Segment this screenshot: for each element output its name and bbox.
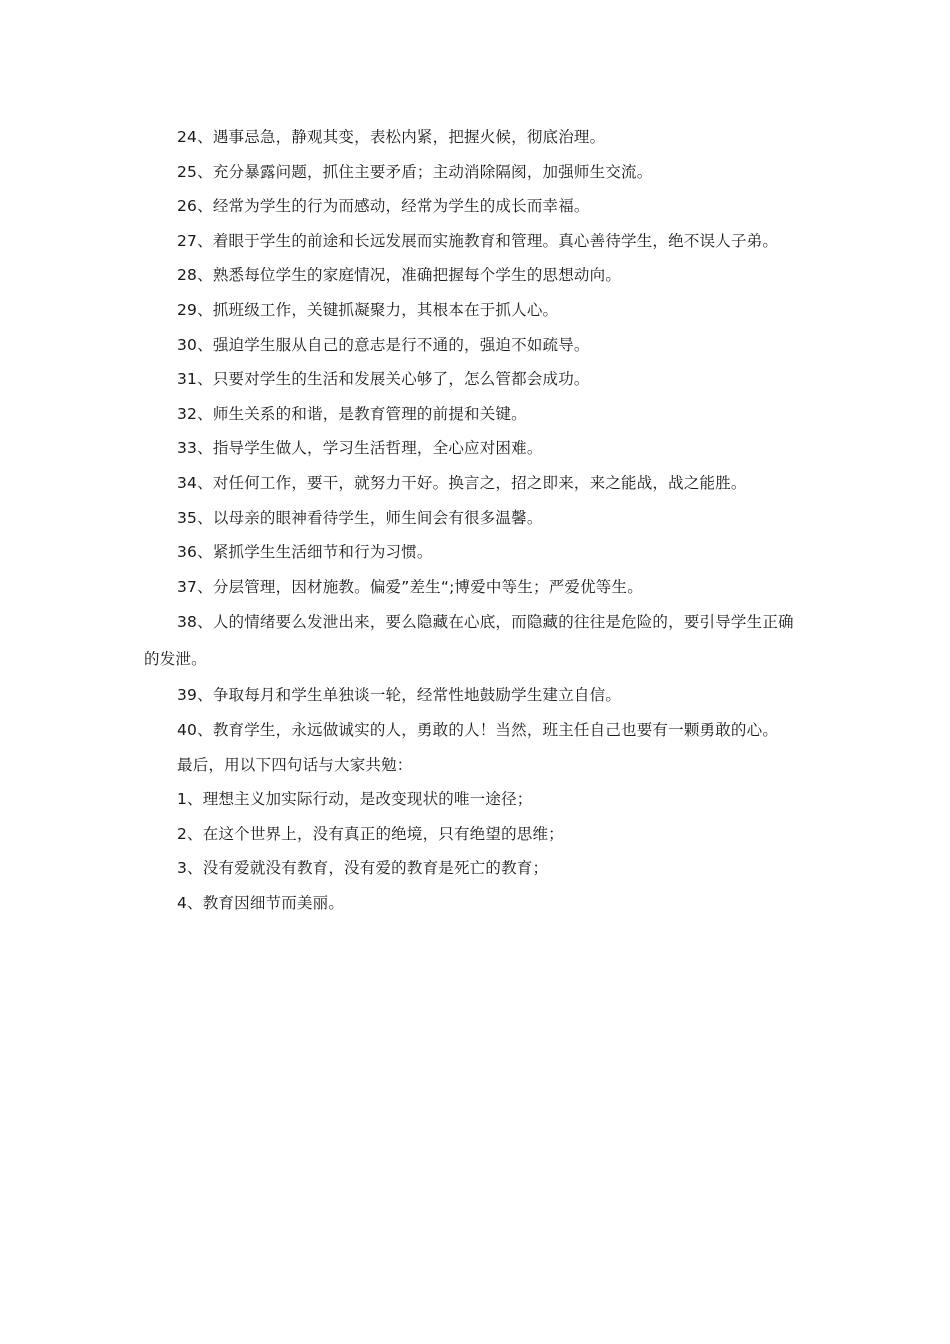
closing-item-1: 1、理想主义加实际行动，是改变现状的唯一途径； — [177, 790, 533, 809]
paragraph-39: 39、争取每月和学生单独谈一轮，经常性地鼓励学生建立自信。 — [177, 686, 622, 705]
paragraph-28: 28、熟悉每位学生的家庭情况，准确把握每个学生的思想动向。 — [177, 266, 622, 285]
paragraph-33: 33、指导学生做人，学习生活哲理，全心应对困难。 — [177, 439, 543, 458]
paragraph-30: 30、强迫学生服从自己的意志是行不通的，强迫不如疏导。 — [177, 335, 590, 354]
paragraph-25: 25、充分暴露问题，抓住主要矛盾；主动消除隔阂，加强师生交流。 — [177, 162, 653, 181]
paragraph-29: 29、抓班级工作，关键抓凝聚力，其根本在于抓人心。 — [177, 300, 559, 319]
paragraph-38: 38、人的情绪要么发泄出来，要么隐藏在心底，而隐藏的往往是危险的，要引导学生正确的发泄。 — [144, 613, 794, 669]
paragraph-27: 27、着眼于学生的前途和长远发展而实施教育和管理。真心善待学生，绝不误人子弟。 — [177, 231, 779, 250]
paragraph-24: 24、遇事忌急，静观其变，表松内紧，把握火候，彻底治理。 — [177, 128, 606, 146]
paragraph-26: 26、经常为学生的行为而感动，经常为学生的成长而幸福。 — [177, 197, 590, 216]
paragraph-34: 34、对任何工作，要干，就努力干好。换言之，招之即来，来之能战，战之能胜。 — [177, 473, 747, 492]
paragraph-36: 36、紧抓学生生活细节和行为习惯。 — [177, 543, 433, 562]
closing-intro: 最后，用以下四句话与大家共勉： — [177, 755, 413, 774]
closing-item-3: 3、没有爱就没有教育，没有爱的教育是死亡的教育； — [177, 859, 549, 878]
paragraph-37: 37、分层管理，因材施教。偏爱”差生“;博爱中等生；严爱优等生。 — [177, 577, 643, 596]
paragraph-40: 40、教育学生，永远做诚实的人，勇敢的人！当然，班主任自己也要有一颗勇敢的心。 — [177, 720, 779, 739]
paragraph-32: 32、师生关系的和谐，是教育管理的前提和关键。 — [177, 404, 527, 423]
closing-item-4: 4、教育因细节而美丽。 — [177, 893, 345, 912]
paragraph-31: 31、只要对学生的生活和发展关心够了，怎么管都会成功。 — [177, 370, 590, 389]
document-body — [144, 120, 809, 920]
paragraph-35: 35、以母亲的眼神看待学生，师生间会有很多温馨。 — [177, 508, 543, 527]
closing-item-2: 2、在这个世界上，没有真正的绝境，只有绝望的思维； — [177, 824, 564, 843]
